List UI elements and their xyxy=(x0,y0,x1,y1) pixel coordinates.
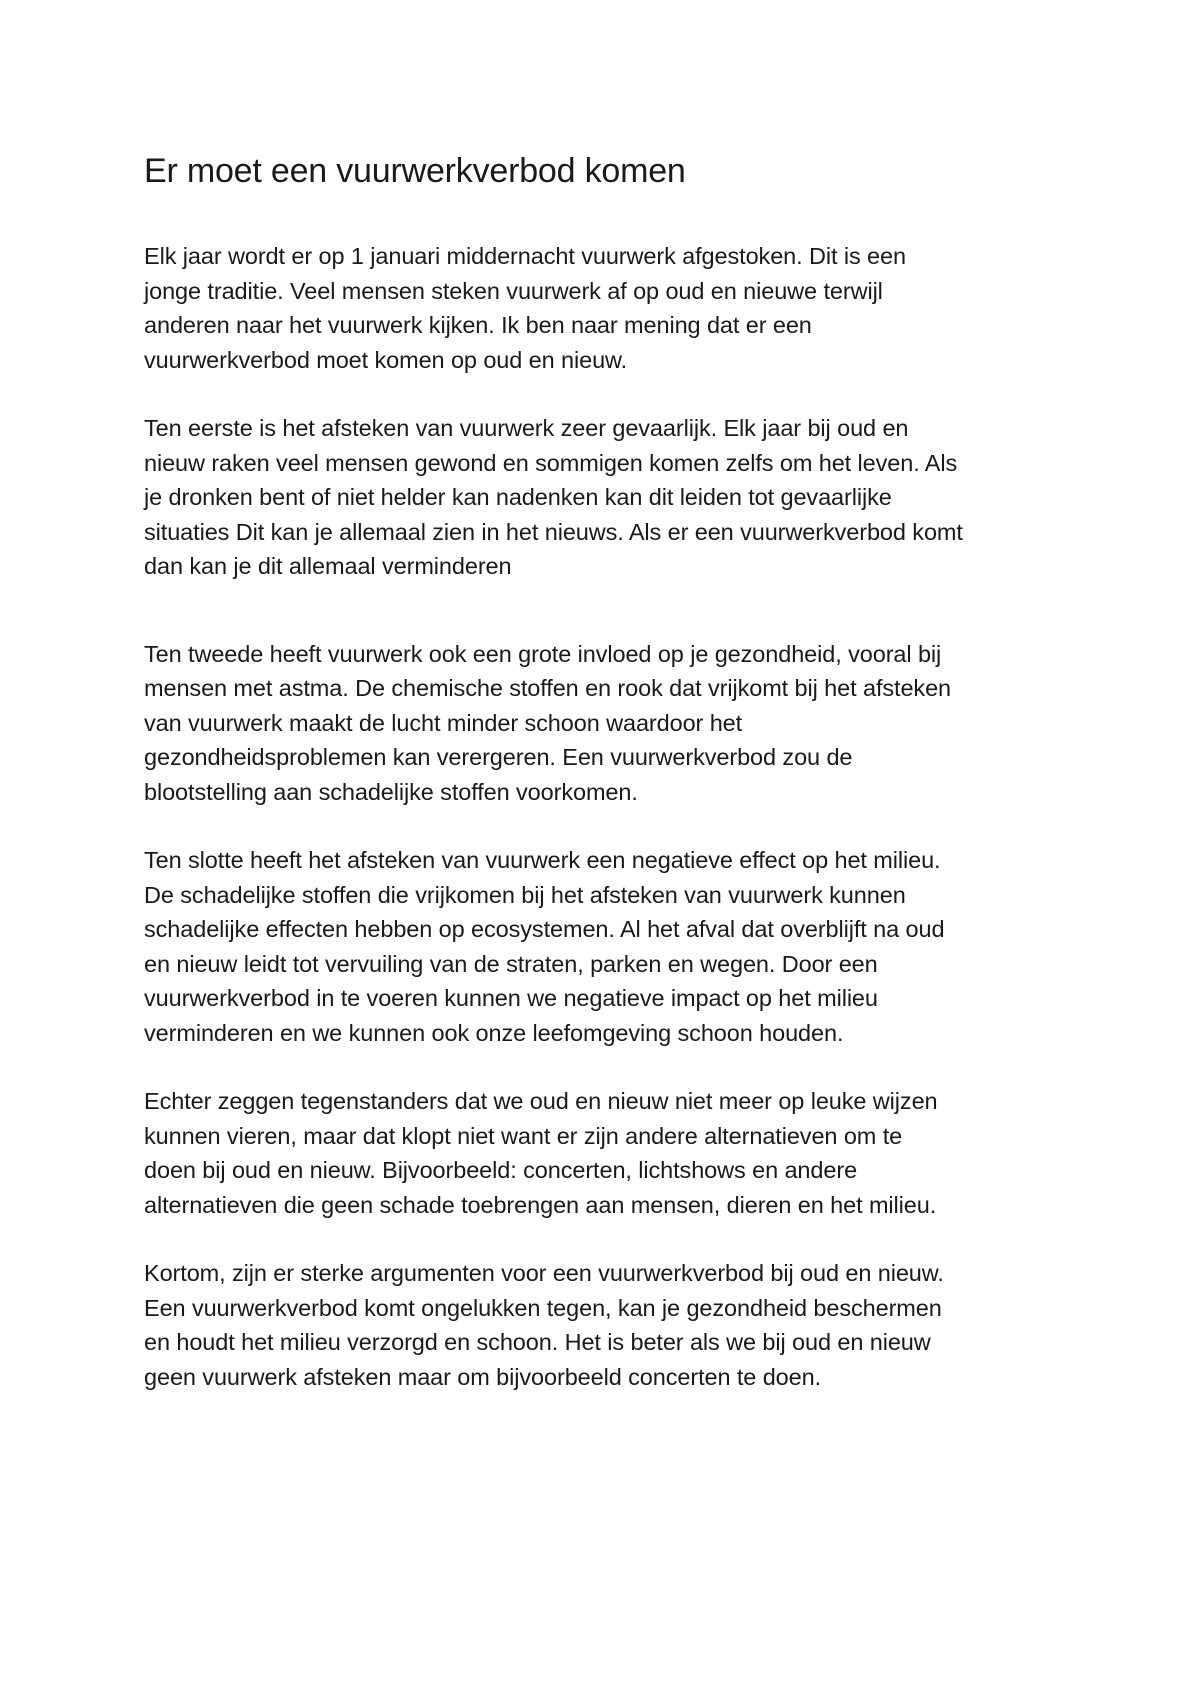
text-line: Kortom, zijn er sterke argumenten voor een vuurwerkverbod bij oud en nieuw. xyxy=(144,1260,944,1286)
text-line: Elk jaar wordt er op 1 januari middernacht vuurwerk afgestoken. Dit is een xyxy=(144,243,906,269)
paragraph-argument-1 xyxy=(144,411,1084,584)
text-line: mensen met astma. De chemische stoffen en rook dat vrijkomt bij het afsteken xyxy=(144,675,952,701)
text-line: verminderen en we kunnen ook onze leefomgeving schoon houden. xyxy=(144,1019,844,1046)
text-line: geen vuurwerk afsteken maar om bijvoorbeeld concerten te doen. xyxy=(144,1363,821,1390)
text-line: en nieuw leidt tot vervuiling van de straten, parken en wegen. Door een xyxy=(144,950,878,977)
text-line: gezondheidsproblemen kan verergeren. Een vuurwerkverbod zou de xyxy=(144,744,853,770)
text-line: nieuw raken veel mensen gewond en sommigen komen zelfs om het leven. Als xyxy=(144,449,958,476)
text-line: je dronken bent of niet helder kan nadenken kan dit leiden tot gevaarlijke xyxy=(144,484,892,510)
text-line: Ten slotte heeft het afsteken van vuurwerk een negatieve effect op het milieu. xyxy=(144,847,941,873)
text-line: doen bij oud en nieuw. Bijvoorbeeld: concerten, lichtshows en andere xyxy=(144,1157,858,1183)
text-line: blootstelling aan schadelijke stoffen voorkomen. xyxy=(144,778,638,805)
text-line: Ten eerste is het afsteken van vuurwerk zeer gevaarlijk. Elk jaar bij oud en xyxy=(144,415,909,441)
paragraph-counterargument xyxy=(144,1084,1084,1222)
paragraph-argument-3 xyxy=(144,843,1084,1050)
text-line: anderen naar het vuurwerk kijken. Ik ben naar mening dat er een xyxy=(144,312,812,338)
text-line: dan kan je dit allemaal verminderen xyxy=(144,553,512,579)
text-line: vuurwerkverbod in te voeren kunnen we negatieve impact op het milieu xyxy=(144,985,878,1011)
text-line: jonge traditie. Veel mensen steken vuurwerk af op oud en nieuwe terwijl xyxy=(144,277,883,304)
text-line: alternatieven die geen schade toebrengen aan mensen, dieren en het milieu. xyxy=(144,1191,937,1218)
document-body xyxy=(144,147,1084,1428)
paragraph-argument-2 xyxy=(144,637,1084,810)
paragraph-intro xyxy=(144,239,1084,377)
paragraph-conclusion xyxy=(144,1256,1084,1394)
text-line: kunnen vieren, maar dat klopt niet want er zijn andere alternatieven om te xyxy=(144,1122,903,1149)
text-line: De schadelijke stoffen die vrijkomen bij het afsteken van vuurwerk kunnen xyxy=(144,881,906,908)
text-line: situaties Dit kan je allemaal zien in het nieuws. Als er een vuurwerkverbod komt xyxy=(144,518,963,545)
document-title: Er moet een vuurwerkverbod komen xyxy=(144,152,686,190)
text-line: Echter zeggen tegenstanders dat we oud en nieuw niet meer op leuke wijzen xyxy=(144,1088,938,1114)
text-line: en houdt het milieu verzorgd en schoon. Het is beter als we bij oud en nieuw xyxy=(144,1329,931,1355)
text-line: schadelijke effecten hebben op ecosystemen. Al het afval dat overblijft na oud xyxy=(144,916,945,942)
text-line: van vuurwerk maakt de lucht minder schoon waardoor het xyxy=(144,709,743,736)
text-line: Een vuurwerkverbod komt ongelukken tegen, kan je gezondheid beschermen xyxy=(144,1294,942,1321)
text-line: Ten tweede heeft vuurwerk ook een grote invloed op je gezondheid, vooral bij xyxy=(144,640,942,667)
text-line: vuurwerkverbod moet komen op oud en nieuw. xyxy=(144,346,628,373)
